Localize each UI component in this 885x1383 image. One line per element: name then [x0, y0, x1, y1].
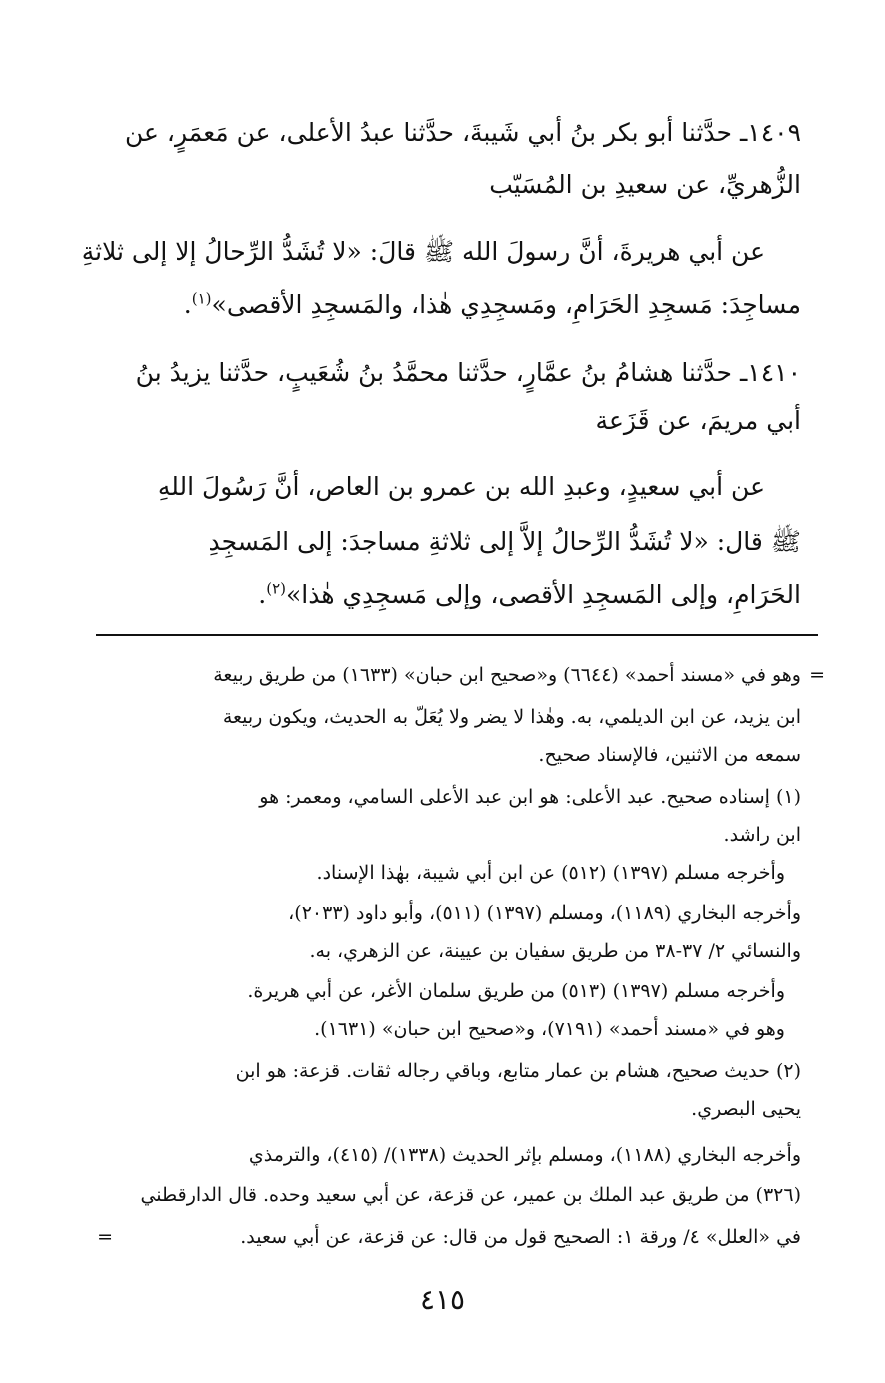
hadith-1409-matn-line-2 [184, 290, 801, 319]
hadith-1409-isnad-line-2: الزُّهريِّ، عن سعيدِ بن المُسَيّب [489, 170, 801, 199]
footnote-2-line-3: وأخرجه البخاري (١١٨٨)، ومسلم بإثر الحديث (١٣٣٨)/ (٤١٥)، والترمذي [248, 1144, 801, 1166]
hadith-1410-isnad-line-2: أبي مريمَ، عن قَزَعة [595, 406, 801, 435]
period: . [183, 290, 192, 319]
matn-text: الحَرَامِ، وإلى المَسجِدِ الأقصى، وإلى مَسجِدِي هٰذا» [285, 580, 801, 609]
footnote-2-line-2: يحيى البصري. [691, 1098, 801, 1120]
footnote-1-line-6: وأخرجه مسلم (١٣٩٧) (٥١٣) من طريق سلمان الأغر، عن أبي هريرة. [247, 980, 785, 1002]
footnote-2-line-5: في «العلل» ٤/ ورقة ١: الصحيح قول من قال: عن قزعة، عن أبي سعيد. [240, 1226, 801, 1248]
footnote-ref-2: (٢) [266, 579, 286, 598]
hadith-1410-matn-line-1: عن أبي سعيدٍ، وعبدِ الله بن عمرو بن العاص، أنَّ رَسُولَ اللهِ [157, 472, 765, 501]
footnote-2-line-1: (٢) حديث صحيح، هشام بن عمار متابع، وباقي رجاله ثقات. قزعة: هو ابن [235, 1060, 801, 1082]
footnote-continuation-line-3: سمعه من الاثنين، فالإسناد صحيح. [538, 744, 801, 766]
footnote-1-line-1: (١) إسناده صحيح. عبد الأعلى: هو ابن عبد الأعلى السامي، ومعمر: هو [259, 786, 801, 808]
footnote-1-line-2: ابن راشد. [723, 824, 801, 846]
footnote-1-line-4: وأخرجه البخاري (١١٨٩)، ومسلم (١٣٩٧) (٥١١)، وأبو داود (٢٠٣٣)، [288, 902, 801, 924]
hadith-1410-isnad-line-1: ١٤١٠ـ حدَّثنا هشامُ بنُ عمَّارٍ، حدَّثنا محمَّدُ بنُ شُعَيبٍ، حدَّثنا يزيدُ بنُ [135, 358, 801, 387]
footnote-1-line-3: وأخرجه مسلم (١٣٩٧) (٥١٢) عن ابن أبي شيبة، بهٰذا الإسناد. [316, 862, 785, 884]
hadith-1410-matn-line-3 [258, 580, 801, 609]
hadith-1409-isnad-line-1: ١٤٠٩ـ حدَّثنا أبو بكر بنُ أبي شَيبةَ، حدَّثنا عبدُ الأعلى، عن مَعمَرٍ، عن [125, 118, 801, 147]
footnote-1-line-5: والنسائي ٢/ ٣٧-٣٨ من طريق سفيان بن عيينة، عن الزهري، به. [309, 940, 801, 962]
matn-text: مساجِدَ: مَسجِدِ الحَرَامِ، ومَسجِدِي هٰذا، والمَسجِدِ الأقصى» [211, 290, 801, 319]
footnote-continuation-line-2: ابن يزيد، عن ابن الديلمي، به. وهٰذا لا يضر ولا يُعَلّ به الحديث، ويكون ربيعة [222, 706, 801, 728]
continuation-end-mark: = [97, 1226, 113, 1248]
footnote-separator [96, 634, 818, 636]
footnote-2-line-4: (٣٢٦) من طريق عبد الملك بن عمير، عن قزعة، عن أبي سعيد وحده. قال الدارقطني [140, 1184, 801, 1206]
continuation-mark: = [809, 664, 825, 686]
footnote-continuation-line-1: وهو في «مسند أحمد» (٦٦٤٤) و«صحيح ابن حبان» (١٦٣٣) من طريق ربيعة [213, 664, 801, 686]
footnote-ref-1: (١) [191, 289, 212, 308]
page-number: ٤١٥ [419, 1283, 466, 1316]
hadith-1410-matn-line-2: ﷺ قال: «لا تُشَدُّ الرِّحالُ إلاَّ إلى ثلاثةِ مساجدَ: إلى المَسجِدِ [208, 527, 801, 556]
footnote-1-line-7: وهو في «مسند أحمد» (٧١٩١)، و«صحيح ابن حبان» (١٦٣١). [314, 1018, 785, 1040]
hadith-1409-matn-line-1: عن أبي هريرةَ، أنَّ رسولَ الله ﷺ قالَ: «لا تُشَدُّ الرِّحالُ إلا إلى ثلاثةِ [81, 237, 765, 266]
period: . [258, 580, 267, 609]
